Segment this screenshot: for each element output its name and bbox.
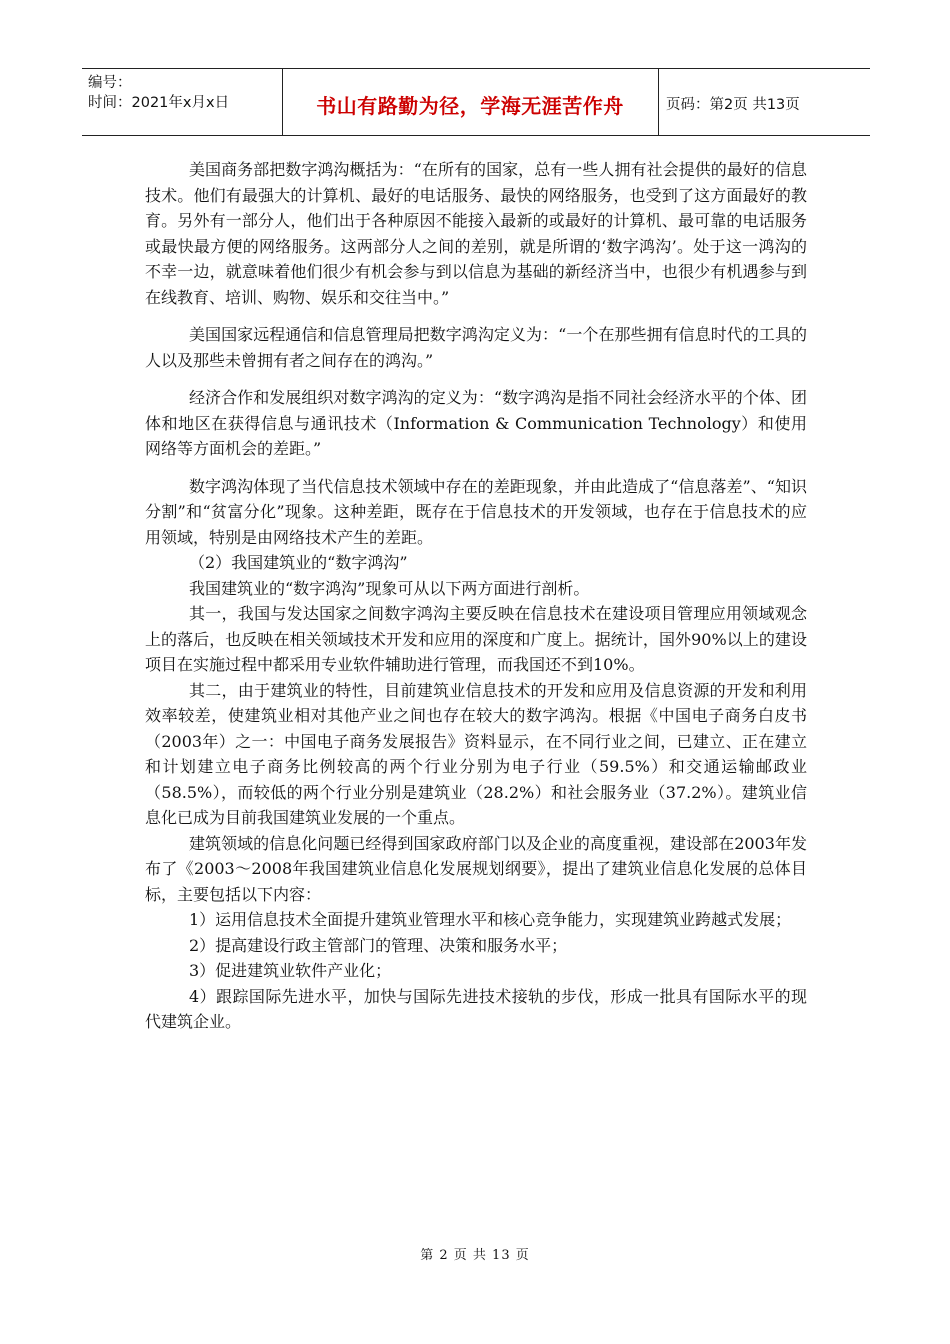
list-item-goal-3: 3）促进建筑业软件产业化；: [189, 961, 392, 980]
header-meta: [88, 73, 278, 113]
section-heading-construction-divide: （2）我国建筑业的“数字鸿沟”: [189, 553, 408, 572]
header-divider: [658, 69, 659, 135]
document-number-label: 编号：: [88, 75, 132, 91]
list-item-goal-1: 1）运用信息技术全面提升建筑业管理水平和核心竞争能力，实现建筑业跨越式发展；: [189, 910, 792, 929]
paragraph-first-aspect: 其一，我国与发达国家之间数字鸿沟主要反映在信息技术在建设项目管理应用领域观念上的落后，也反映在相关领域技术开发和应用的深度和广度上。据统计，国外90%以上的建设项目在实施过程中都采用专业软件辅助进行管理，而我国还不到10%。: [145, 604, 807, 674]
paragraph-second-aspect: 其二，由于建筑业的特性，目前建筑业信息技术的开发和应用及信息资源的开发和利用效率较差，使建筑业相对其他产业之间也存在较大的数字鸿沟。根据《中国电子商务白皮书（2003年）之一：中国电子商务发展报告》资料显示，在不同行业之间，已建立、正在建立和计划建立电子商务比例较高的两个行业分别为电子行业（59.5%）和交通运输邮政业（58.5%），而较低的两个行业分别是建筑业（28.2%）和社会服务业（37.2%）。建筑业信息化已成为目前我国建筑业发展的一个重点。: [145, 680, 807, 827]
header-page-number: 页码：第2页 共13页: [666, 97, 800, 113]
paragraph-digital-divide-summary: 数字鸿沟体现了当代信息技术领域中存在的差距现象，并由此造成了“信息落差”、“知识分割”和“贫富分化”现象。这种差距，既存在于信息技术的开发领域，也存在于信息技术的应用领域，特别是由网络技术产生的差距。: [145, 476, 807, 547]
document-body: [145, 157, 807, 1035]
paragraph-informatization-plan: 建筑领域的信息化问题已经得到国家政府部门以及企业的高度重视，建设部在2003年发布了《2003～2008年我国建筑业信息化发展规划纲要》，提出了建筑业信息化发展的总体目标，主要包括以下内容：: [145, 833, 807, 904]
paragraph-commerce-definition: 美国商务部把数字鸿沟概括为：“在所有的国家，总有一些人拥有社会提供的最好的信息技术。他们有最强大的计算机、最好的电话服务、最快的网络服务，也受到了这方面最好的教育。另外有一部分人，他们出于各种原因不能接入最新的或最好的计算机、最可靠的电话服务或最快最方便的网络服务。这两部分人之间的差别，就是所谓的‘数字鸿沟’。处于这一鸿沟的不幸一边，就意味着他们很少有机会参与到以信息为基础的新经济当中，也很少有机遇参与到在线教育、培训、购物、娱乐和交往当中。”: [145, 160, 807, 307]
document-date-label: 时间：2021年x月x日: [88, 95, 230, 111]
page-footer: 第 2 页 共 13 页: [420, 1248, 530, 1263]
paragraph-ntia-definition: 美国国家远程通信和信息管理局把数字鸿沟定义为：“一个在那些拥有信息时代的工具的人以及那些未曾拥有者之间存在的鸿沟。”: [145, 325, 807, 370]
list-item-goal-4: 4）跟踪国际先进水平，加快与国际先进技术接轨的步伐，形成一批具有国际水平的现代建筑企业。: [145, 986, 807, 1031]
header-motto: 书山有路勤为径，学海无涯苦作舟: [316, 94, 624, 118]
paragraph-analysis-intro: 我国建筑业的“数字鸿沟”现象可从以下两方面进行剖析。: [189, 578, 590, 598]
page-header: [82, 68, 870, 136]
list-item-goal-2: 2）提高建设行政主管部门的管理、决策和服务水平；: [189, 935, 568, 955]
paragraph-oecd-definition: 经济合作和发展组织对数字鸿沟的定义为：“数字鸿沟是指不同社会经济水平的个体、团体和地区在获得信息与通讯技术（Information & Communication Technology）和使用网络等方面机会的差距。”: [145, 388, 807, 458]
